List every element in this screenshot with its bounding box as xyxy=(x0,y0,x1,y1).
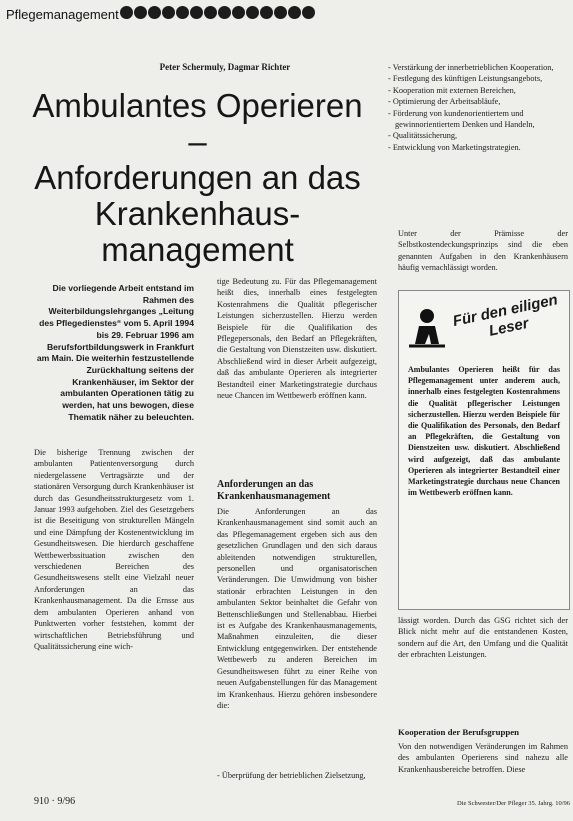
article-authors: Peter Schermuly, Dagmar Richter xyxy=(159,62,291,72)
section-label: Pflegemanagement xyxy=(6,7,119,22)
title-line: management xyxy=(101,231,294,268)
section-dots xyxy=(120,6,315,19)
body-text-left: Die bisherige Trennung zwischen der ambulanten Patientenversorgung durch niedergelassene Vertragsärzte und der stationären Versorgung durch Krankenhäuser ist durch das Gesundheitsstrukturgesetz vom 1. Januar 1993 aufgehoben. Ziel des Gesetzgebers ist die Beseitigung von strukturellen Mängeln und eine Dämpfung der Kostenentwicklung im Gesundheitswesen. Die hierdurch geschaffene Wettbewerbssituation zwischen den verschiedenen Bereichen des Gesundheitswesens stellt eine Vielzahl neuer Anforderungen an das Krankenhausmanagement. Da die Ernsse aus dem ambulanten Operieren anhand von Punktwerten vorher feststehen, kommt der wirtschaftlichen Betriebsführung und Qualitätssicherung eine wich- xyxy=(34,448,194,651)
summary-box-text: Ambulantes Operieren heißt für das Pflegemanagement unter anderem auch, innerhalb eines festgelegten Kostenrahmens die Qualität pflegerischer Leistungen sicherzustellen. Hierzu werden Beispiele für die Qualifikation des Personals, den Bedarf an Pflegekräften, die Gestaltung von Dienstzeiten usw. diskutiert. Abschließend wird aufgezeigt, daß das ambulante Operieren als integrierter Bestandteil einer Marketingstrategie durchaus neue Chancen im Wettbewerb eröffnen kann. xyxy=(408,365,560,498)
list-item: - Entwicklung von Marketingstrategien. xyxy=(388,142,521,152)
title-line: Krankenhaus- xyxy=(94,195,301,232)
body-text-right-3: Von den notwendigen Veränderungen im Rahmen des ambulanten Operierens sind nahezu alle Krankenhausbereiche betroffen. Diese xyxy=(398,742,568,774)
body-text-right: Unter der Prämisse der Selbstkostendeckungsprinzips sind die eben genannten Aufgaben in den Krankenhäusern häufig vernachlässigt worden. xyxy=(398,229,568,273)
summary-box-header xyxy=(405,291,563,356)
decorative-dot xyxy=(204,6,217,19)
summary-box-title: Für den eiligen Leser xyxy=(451,291,560,340)
decorative-dot xyxy=(218,6,231,19)
body-text-right-2: lässigt worden. Durch das GSG richtet sich der Blick nicht mehr auf die entstandenen Kosten, sondern auf die Art, den Umfang und die Qualität der erbrachten Leistungen. xyxy=(398,616,568,660)
decorative-dot xyxy=(288,6,301,19)
decorative-dot xyxy=(162,6,175,19)
decorative-dot xyxy=(246,6,259,19)
list-item: - Festlegung des künftigen Leistungsangebots, xyxy=(388,74,543,84)
decorative-dot xyxy=(120,6,133,19)
decorative-dot xyxy=(190,6,203,19)
list-item: - Qualitätssicherung, xyxy=(388,131,458,141)
decorative-dot xyxy=(148,6,161,19)
decorative-dot xyxy=(232,6,245,19)
list-item: - Kooperation mit externen Bereichen, xyxy=(388,85,516,95)
footer-source: Die Schwester/Der Pfleger 35. Jahrg. 10/96 xyxy=(456,800,570,807)
list-item: - Überprüfung der betrieblichen Zielsetzung, xyxy=(217,771,366,780)
body-text-mid: tige Bedeutung zu. Für das Pflegemanagement heißt dies, innerhalb eines festgelegten Kostenrahmens die Qualität pflegerischer Leistungen sicherzustellen. Hierzu werden Beispiele für die Qualifikation des Pflegepersonals, den Bedarf an Pflegekräften, die Gestaltung von Dienstzeiten usw. diskutiert. Abschließend wird in dieser Arbeit aufgezeigt, daß das ambulante Operieren als integrierter Bestandteil einer Marketingstrategie durchaus neue Chancen im Wettbewerb eröffnen kann. xyxy=(217,277,377,401)
decorative-dot xyxy=(274,6,287,19)
article-title xyxy=(25,88,370,268)
list-item: - Förderung von kundenorientiertem und gewinnorientiertem Denken und Handeln, xyxy=(388,108,535,130)
page-number: 910 · 9/96 xyxy=(34,796,76,807)
subheading-cooperation: Kooperation der Berufsgruppen xyxy=(398,727,520,737)
decorative-dot xyxy=(134,6,147,19)
title-line: Ambulantes Operieren – xyxy=(32,87,363,160)
decorative-dot xyxy=(302,6,315,19)
list-item: - Verstärkung der innerbetrieblichen Kooperation, xyxy=(388,63,554,72)
task-list-mid xyxy=(217,770,377,781)
decorative-dot xyxy=(260,6,273,19)
article-lead: Die vorliegende Arbeit entstand im Rahmen des Weiterbildungslehrganges „Leitung des Pflegedienstes“ vom 5. April 1994 bis 29. Februar 1996 am Berufsfortbildungswerk in Frankfurt am Main. Die weiterhin festzustellende Zurückhaltung seitens der Krankenhäuser, im Sektor der ambulanten Operationen tätig zu werden, hat uns bewogen, diese Thematik näher zu beleuchten. xyxy=(36,283,194,422)
list-item: - Optimierung der Arbeitsabläufe, xyxy=(388,97,501,107)
title-line: Anforderungen an das xyxy=(34,159,361,196)
body-text-mid-2: Die Anforderungen an das Krankenhausmanagement sind somit auch an das Pflegemanagement ergeben sich aus den gesetzlichen Grundlagen und den sich daraus ableitenden notwendigen strukturellen, personellen und organisatorischen Veränderungen. Die Umwidmung von bisher stationär erbrachten Leistungen in den ambulanten Sektor beinhaltet die Gefahr von Bettenschließungen und Stellenabbau. Hierbei ist es Aufgabe des Krankenhausmanagements, Maßnahmen einzuleiten, die dieser Entwicklung entgegenwirken. Der entstehende Wettbewerb zu anderen Bereichen im Gesundheitswesen führt zu einer Reihe von neuen Aufgabenstellungen für das Management im Krankenhaus. Hierzu gehören insbesondere die: xyxy=(217,507,377,710)
decorative-dot xyxy=(176,6,189,19)
subheading-requirements: Anforderungen an das Krankenhausmanagement xyxy=(217,479,331,502)
task-list-right xyxy=(388,62,568,153)
